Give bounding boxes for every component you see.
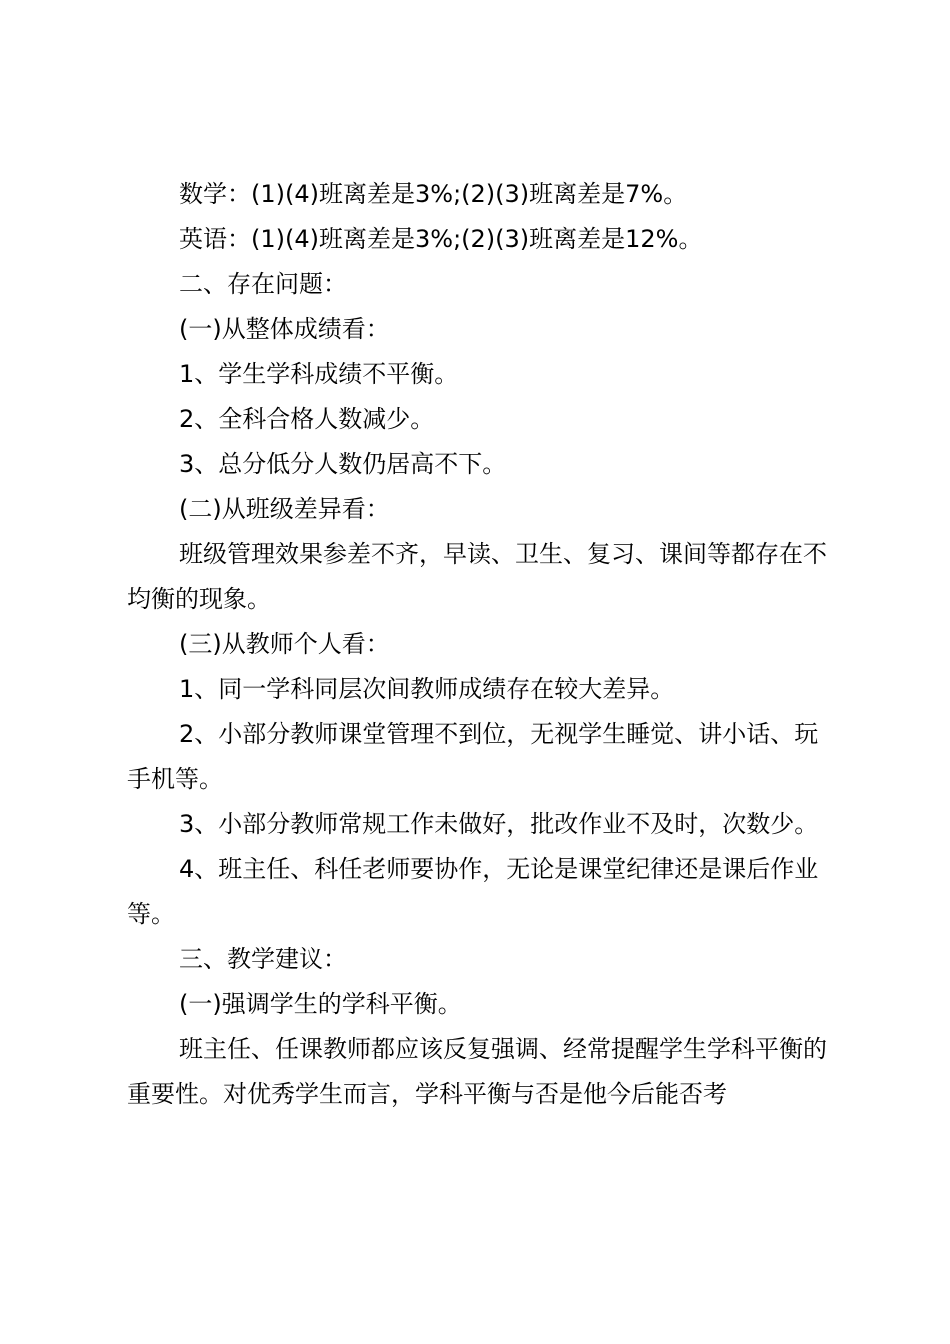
paragraph-english-deviation: 英语：(1)(4)班离差是3%;(2)(3)班离差是12%。 (179, 225, 703, 253)
paragraph-subject-balance: 班主任、任课教师都应该反复强调、经常提醒学生学科平衡的重要性。对优秀学生而言，学科平衡与否是他今后能否考 (127, 1035, 827, 1108)
list-item-teacher-2: 2、小部分教师课堂管理不到位，无视学生睡觉、讲小话、玩手机等。 (127, 720, 819, 793)
subheading-overall-scores: (一)从整体成绩看： (179, 315, 390, 343)
list-item-2: 2、全科合格人数减少。 (179, 405, 435, 433)
subheading-subject-balance: (一)强调学生的学科平衡。 (179, 990, 462, 1018)
list-item-1: 1、学生学科成绩不平衡。 (179, 360, 459, 388)
list-item-teacher-4: 4、班主任、科任老师要协作，无论是课堂纪律还是课后作业等。 (127, 855, 819, 928)
paragraph-class-management: 班级管理效果参差不齐，早读、卫生、复习、课间等都存在不均衡的现象。 (127, 540, 827, 613)
subheading-teacher-individual: (三)从教师个人看： (179, 630, 390, 658)
subheading-class-differences: (二)从班级差异看： (179, 495, 390, 523)
document-body (127, 172, 839, 1117)
list-item-3: 3、总分低分人数仍居高不下。 (179, 450, 507, 478)
list-item-teacher-1: 1、同一学科同层次间教师成绩存在较大差异。 (179, 675, 675, 703)
section-heading-suggestions: 三、教学建议： (179, 945, 347, 973)
section-heading-problems: 二、存在问题： (179, 270, 347, 298)
list-item-teacher-3: 3、小部分教师常规工作未做好，批改作业不及时，次数少。 (179, 810, 819, 838)
paragraph-math-deviation: 数学：(1)(4)班离差是3%;(2)(3)班离差是7%。 (179, 180, 688, 208)
